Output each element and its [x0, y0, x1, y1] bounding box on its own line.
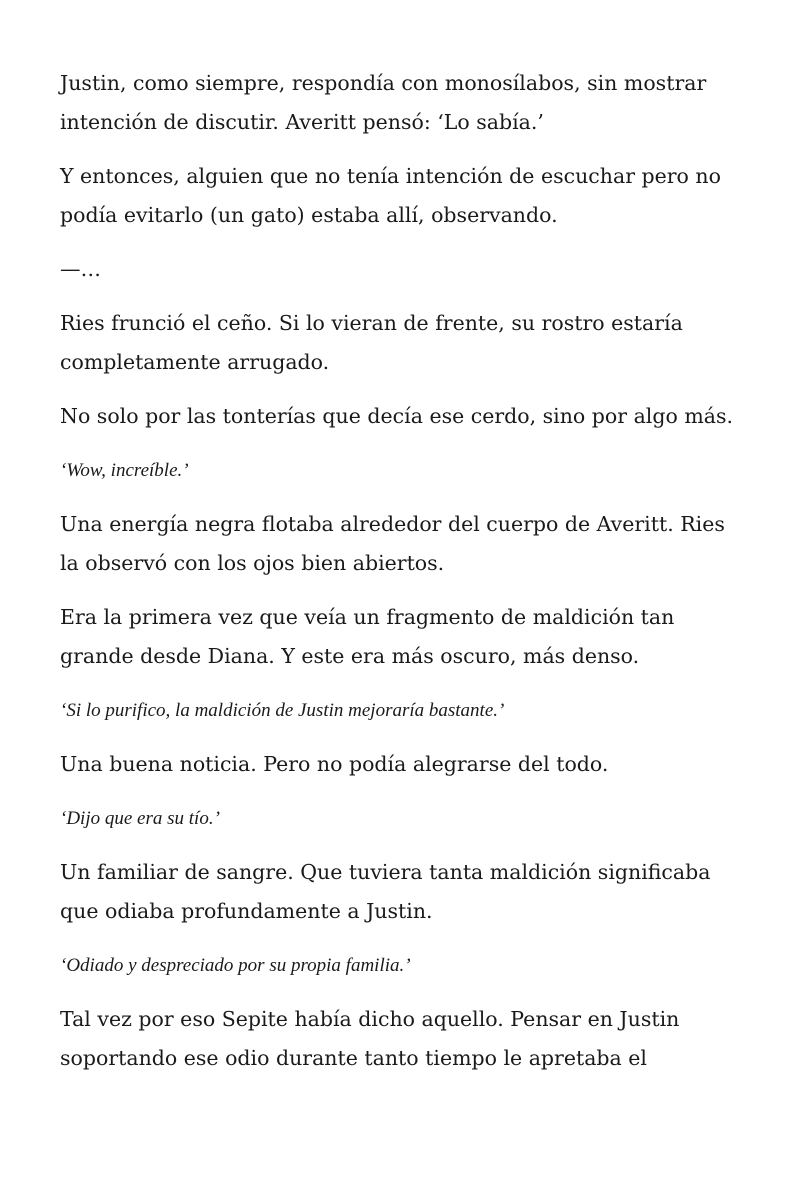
paragraph: No solo por las tonterías que decía ese cerdo, sino por algo más. — [60, 404, 734, 428]
paragraph: Justin, como siempre, respondía con monosílabos, sin mostrar intención de discutir. Averitt pensó: ‘Lo sabía.’ — [60, 71, 707, 134]
inner-thought: ‘Wow, increíble.’ — [60, 460, 189, 481]
dialogue-line: —… — [60, 257, 101, 281]
inner-thought: ‘Si lo purifico, la maldición de Justin mejoraría bastante.’ — [60, 700, 505, 721]
paragraph: Era la primera vez que veía un fragmento de maldición tan grande desde Diana. Y este era más oscuro, más denso. — [60, 605, 675, 668]
paragraph: Tal vez por eso Sepite había dicho aquello. Pensar en Justin soportando ese odio durante tanto tiempo le apretaba el — [60, 1007, 680, 1070]
paragraph: Ries frunció el ceño. Si lo vieran de frente, su rostro estaría completamente arrugado. — [60, 311, 683, 374]
inner-thought: ‘Dijo que era su tío.’ — [60, 808, 220, 829]
paragraph: Una energía negra flotaba alrededor del cuerpo de Averitt. Ries la observó con los ojos bien abiertos. — [60, 512, 725, 575]
paragraph: Un familiar de sangre. Que tuviera tanta maldición significaba que odiaba profundamente a Justin. — [60, 860, 711, 923]
paragraph: Y entonces, alguien que no tenía intención de escuchar pero no podía evitarlo (un gato) estaba allí, observando. — [60, 164, 721, 227]
paragraph: Una buena noticia. Pero no podía alegrarse del todo. — [60, 752, 609, 776]
inner-thought: ‘Odiado y despreciado por su propia familia.’ — [60, 955, 411, 976]
document-page — [60, 64, 750, 1093]
